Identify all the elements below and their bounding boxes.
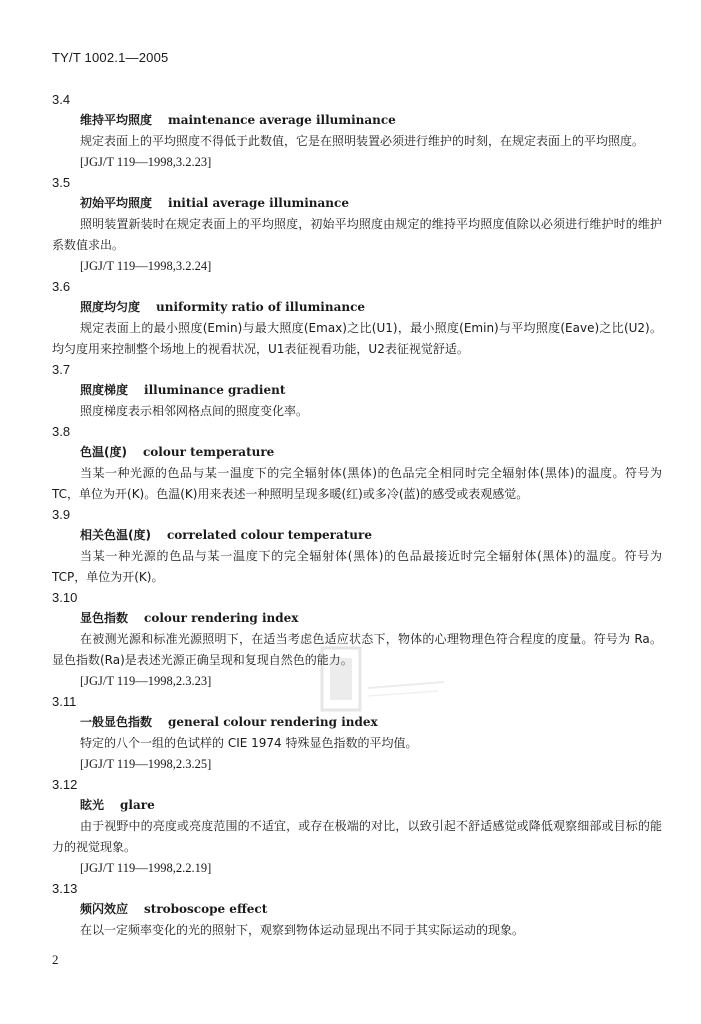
term-heading (52, 110, 662, 131)
clause-number: 3.9 (52, 507, 71, 522)
term-chinese: 照度均匀度 (80, 300, 141, 314)
term-entry-3-8 (52, 422, 662, 505)
term-entry-3-7 (52, 360, 662, 422)
term-english: uniformity ratio of illuminance (156, 300, 366, 314)
term-definition: 特定的八个一组的色试样的 CIE 1974 特殊显色指数的平均值。 (80, 736, 418, 750)
term-chinese: 一般显色指数 (80, 715, 153, 729)
term-chinese: 频闪效应 (80, 902, 129, 916)
term-reference: [JGJ/T 119—1998,2.2.19] (80, 861, 212, 875)
term-entry-3-13 (52, 879, 662, 941)
terms-list (52, 90, 662, 941)
term-definition: 规定表面上的最小照度(Emin)与最大照度(Emax)之比(U1)，最小照度(Emin)与平均照度(Eave)之比(U2)。均匀度用来控制整个场地上的视看状况，U1表征视看功能，U2表征视觉舒适。 (52, 321, 662, 356)
term-chinese: 眩光 (80, 798, 105, 812)
term-chinese: 维持平均照度 (80, 113, 153, 127)
clause-number: 3.8 (52, 424, 71, 439)
term-definition: 当某一种光源的色品与某一温度下的完全辐射体(黑体)的色品最接近时完全辐射体(黑体)的温度。符号为 TCP，单位为开(K)。 (52, 549, 662, 584)
term-entry-3-9 (52, 505, 662, 588)
term-reference: [JGJ/T 119—1998,2.3.25] (80, 757, 212, 771)
term-entry-3-12 (52, 775, 662, 879)
term-chinese: 初始平均照度 (80, 196, 153, 210)
term-definition: 照明装置新装时在规定表面上的平均照度，初始平均照度由规定的维持平均照度值除以必须进行维护时的维护系数值求出。 (52, 217, 662, 252)
page-number: 2 (52, 952, 59, 967)
watermark-stamp-icon (318, 628, 448, 728)
clause-number: 3.6 (52, 279, 71, 294)
term-heading (52, 380, 662, 401)
term-reference: [JGJ/T 119—1998,3.2.23] (80, 155, 212, 169)
term-reference: [JGJ/T 119—1998,2.3.23] (80, 674, 212, 688)
term-english: colour temperature (142, 445, 275, 459)
term-english: general colour rendering index (168, 715, 378, 729)
document-id-header: TY/T 1002.1—2005 (52, 50, 169, 65)
clause-number: 3.4 (52, 92, 71, 107)
term-definition: 规定表面上的平均照度不得低于此数值，它是在照明装置必须进行维护的时刻，在规定表面上的平均照度。 (80, 134, 645, 148)
term-definition: 当某一种光源的色品与某一温度下的完全辐射体(黑体)的色品完全相同时完全辐射体(黑体)的温度。符号为 TC，单位为开(K)。色温(K)用来表述一种照明呈现多暖(红)或多冷(蓝)的感受或表观感觉。 (52, 466, 662, 501)
term-chinese: 色温(度) (80, 445, 127, 459)
term-entry-3-6 (52, 277, 662, 360)
term-chinese: 相关色温(度) (80, 528, 151, 542)
term-definition: 由于视野中的亮度或亮度范围的不适宜，或存在极端的对比，以致引起不舒适感觉或降低观察细部或目标的能力的视觉现象。 (52, 819, 662, 854)
term-definition: 在以一定频率变化的光的照射下，观察到物体运动显现出不同于其实际运动的现象。 (80, 923, 525, 937)
clause-number: 3.7 (52, 362, 71, 377)
term-english: maintenance average illuminance (168, 113, 396, 127)
term-definition: 在被测光源和标准光源照明下，在适当考虑色适应状态下，物体的心理物理色符合程度的度量。符号为 Ra。显色指数(Ra)是表述光源正确呈现和复现自然色的能力。 (52, 632, 662, 667)
clause-number: 3.12 (52, 777, 78, 792)
term-heading (52, 442, 662, 463)
clause-number: 3.11 (52, 694, 77, 709)
term-definition: 照度梯度表示相邻网格点间的照度变化率。 (80, 404, 309, 418)
term-entry-3-4 (52, 90, 662, 173)
clause-number: 3.5 (52, 175, 71, 190)
term-heading (52, 193, 662, 214)
term-english: initial average illuminance (168, 196, 349, 210)
clause-number: 3.10 (52, 590, 78, 605)
term-entry-3-5 (52, 173, 662, 277)
term-heading (52, 608, 662, 629)
term-english: stroboscope effect (144, 902, 268, 916)
term-heading (52, 297, 662, 318)
term-heading (52, 795, 662, 816)
term-heading (52, 525, 662, 546)
term-english: illuminance gradient (144, 383, 286, 397)
term-reference: [JGJ/T 119—1998,3.2.24] (80, 259, 212, 273)
term-chinese: 照度梯度 (80, 383, 129, 397)
term-english: colour rendering index (144, 611, 299, 625)
clause-number: 3.13 (52, 881, 78, 896)
term-chinese: 显色指数 (80, 611, 129, 625)
term-english: correlated colour temperature (166, 528, 372, 542)
term-english: glare (120, 798, 155, 812)
term-heading (52, 899, 662, 920)
